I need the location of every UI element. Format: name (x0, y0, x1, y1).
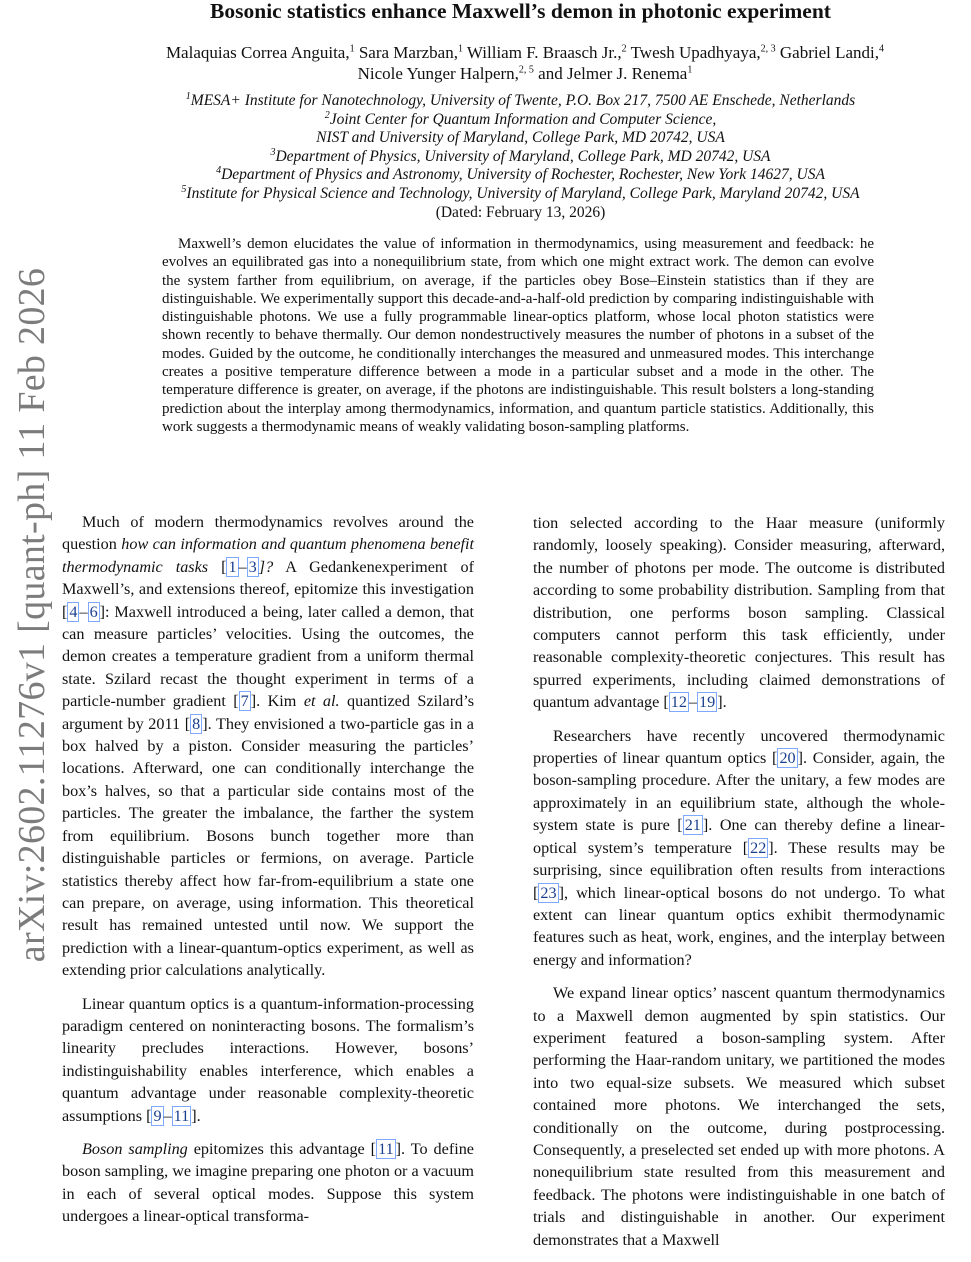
citation-link[interactable]: 12 (670, 693, 687, 712)
citation-link[interactable]: 19 (699, 693, 716, 712)
citation-link[interactable]: 23 (540, 883, 557, 902)
citation-link[interactable]: 9 (153, 1106, 162, 1125)
body-column-right (533, 512, 945, 1262)
paragraph: tion selected according to the Haar measure (uniformly randomly, loosely speaking). Consider measuring, afterward, the number of photons per mode. The outcome is distributed according to some probability distribution. Sampling from that distribution, one performs boson sampling. Classical computers cannot perform this task efficiently, under reasonable complexity-theoretic conjectures. This result has spurred experiments, including claimed demonstrations of quantum advantage [ 12 – 19 ]. (533, 514, 945, 712)
arxiv-identifier: arXiv:2602.11276v1 [quant-ph] 11 Feb 2026 (11, 267, 54, 963)
paragraph: Linear quantum optics is a quantum-information-processing paradigm centered on noninteracting bosons. The formalism’s linearity precludes interactions. However, bosons’ indistinguishability enables interference, which enables a quantum advantage under reasonable complexity-theoretic assumptions [ 9 – 11 ]. (62, 994, 474, 1125)
author: Sara Marzban,$^1$ (358, 43, 463, 62)
citation-link[interactable]: 3 (248, 557, 257, 576)
citation-link[interactable]: 7 (240, 692, 249, 711)
citation-link[interactable]: 8 (192, 714, 201, 733)
author: and Jelmer J. Renema$^1$ (538, 64, 693, 83)
citation-link[interactable]: 4 (69, 602, 78, 621)
citation-link[interactable]: 21 (684, 816, 701, 835)
abstract: Maxwell’s demon elucidates the value of information in thermodynamics, using measurement and feedback: he evolves an equilibrated gas into a nonequilibrium state, from which one might extract work. The demon can evolve the system farther from equilibrium, on average, if the particles obey Bose–Einstein statistics than if they are distinguishable. We experimentally support this decade-and-a-half-old prediction by comparing indistinguishable with distinguishable photons. We use a fully programmable linear-optics platform, whose local photon statistics were shown recently to behave thermally. Our demon nondestructively measures the number of photons in a subset of the modes. Guided by the outcome, he conditionally interchanges the measured and unmeasured modes. This interchange creates a positive temperature difference between a mode in a particular subset and a mode in the other. The temperature difference is greater, on average, if the photons are indistinguishable. This result bolsters a long-standing prediction about the interplay among thermodynamics, information, and quantum particle statistics. Additionally, this work suggests a thermodynamic means of weakly validating boson-sampling platforms. (162, 236, 874, 435)
citation-link[interactable]: 20 (779, 749, 796, 768)
citation-link[interactable]: 11 (173, 1106, 190, 1125)
citation-link[interactable]: 6 (89, 602, 98, 621)
citation-link[interactable]: 11 (378, 1139, 394, 1158)
author: Nicole Yunger Halpern,$^{2, 5}$ (357, 64, 534, 83)
affiliation: $^4$Department of Physics and Astronomy, University of Rochester, Rochester, New York 14627, USA (216, 165, 825, 184)
author: Twesh Upadhyaya,$^{2, 3}$ (630, 43, 776, 62)
author-list (150, 42, 900, 84)
paragraph: Much of modern thermodynamics revolves around the question how can information and quantum phenomena benefit thermodynamic tasks [ 1 – 3 ]? A Gedankenexperiment of Maxwell’s, and extensions thereof, epitomize this investigation [ 4 – 6 ]: Maxwell introduced a being, later called a demon, that can measure particles’ velocities. Using the outcomes, the demon creates a temperature gradient from a uniform thermal state. Szilard recast the thought experiment in terms of a particle-number gradient [ 7 ]. Kim et al. quantized Szilard’s argument by 2011 [ 8 ]. They envisioned a two-particle gas in a box halved by a piston. Consider measuring the particles’ locations. Afterward, one can conditionally interchange the box’s halves, so that a particular side contains most of the particles. The greater the imbalance, the farther the system from equilibrium. Bosons bunch together more than distinguishable particles or fermions, on average. Particle statistics thereby affect how far-from-equilibrium a state one can prepare, on average, using information. This theoretical result has remained untested until now. We support the prediction with a linear-quantum-optics experiment, as well as extending prior calculations analytically. (62, 513, 475, 980)
citation-link[interactable]: 22 (750, 838, 767, 857)
affiliation: $^1$MESA+ Institute for Nanotechnology, University of Twente, P.O. Box 217, 7500 AE Enschede, Netherlands (185, 90, 856, 109)
affiliation: $^5$Institute for Physical Science and Technology, University of Maryland, College Park, Maryland 20742, USA (181, 183, 860, 202)
citation-link[interactable]: 1 (228, 557, 237, 576)
paper-title: Bosonic statistics enhance Maxwell’s demon in photonic experiment (210, 0, 831, 23)
paragraph: We expand linear optics’ nascent quantum thermodynamics to a Maxwell demon augmented by spin statistics. Our experiment featured a boson-sampling system. After performing the Haar-random unitary, we partitioned the modes into two equal-size subsets. We measured which subset contained more photons. We interchanged the sets, conditionally on the outcome, during postprocessing. Consequently, a preselected set ended up with more photons. A nonequilibrium state resulted from this measurement and feedback. The photons were indistinguishable in one batch of trials and distinguishable in another. Our experiment demonstrates that a Maxwell (533, 984, 945, 1249)
affiliation-list (70, 92, 971, 222)
paragraph: Boson sampling epitomizes this advantage [ 11 ]. To define boson sampling, we imagine preparing one photon or a vacuum in each of several optical modes. Suppose this system undergoes a linear-optical transforma- (62, 1139, 474, 1226)
date-line: (Dated: February 13, 2026) (435, 203, 606, 221)
author: Malaquias Correa Anguita,$^1$ (165, 43, 355, 62)
affiliation: NIST and University of Maryland, College Park, MD 20742, USA (316, 129, 725, 147)
body-column-left (62, 511, 474, 1239)
paragraph: Researchers have recently uncovered thermodynamic properties of linear quantum optics [ 20 ]. Consider, again, the boson-sampling procedure. After the unitary, a few modes are approximately in an equilibrium state, although the whole-system state is pure [ 21 ]. One can thereby define a linear-optical system’s temperature [ 22 ]. These results may be surprising, since equilibration often results from interactions [ 23 ], which linear-optical bosons do not undergo. To what extent can linear quantum optics exhibit thermodynamic features such as heat, work, engines, and the interplay between energy and information? (533, 726, 945, 969)
affiliation: $^3$Department of Physics, University of Maryland, College Park, MD 20742, USA (270, 146, 771, 165)
arxiv-sidebar-stamp (6, 265, 58, 965)
affiliation: $^2$Joint Center for Quantum Information and Computer Science, (324, 109, 717, 128)
author: William F. Braasch Jr.,$^2$ (466, 43, 627, 62)
author: Gabriel Landi,$^4$ (779, 43, 885, 62)
